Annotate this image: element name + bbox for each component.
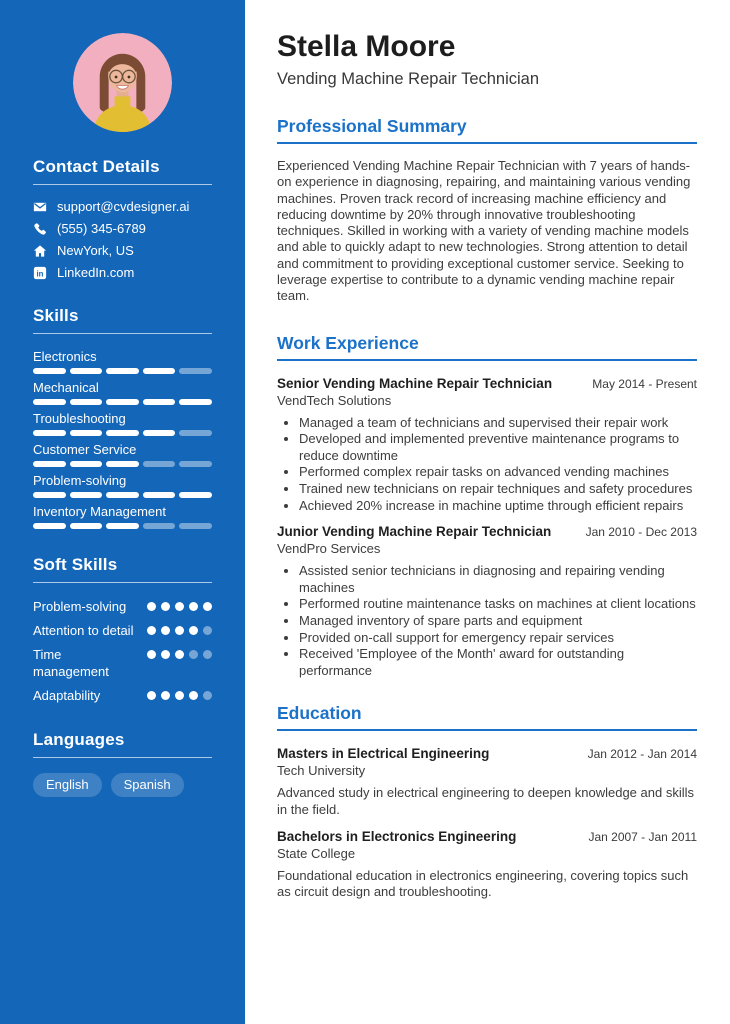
language-pill: Spanish (111, 773, 184, 797)
rating-segment-filled (106, 430, 139, 436)
soft-skills-section (33, 555, 212, 704)
candidate-title: Vending Machine Repair Technician (277, 70, 540, 88)
education-dates: Jan 2012 - Jan 2014 (587, 747, 697, 762)
rating-dot-empty (203, 626, 212, 635)
rating-segment-empty (179, 461, 212, 467)
skill-meter (33, 492, 212, 498)
candidate-name: Stella Moore (277, 30, 456, 63)
job-bullet: • Developed and implemented preventive maintenance programs to reduce downtime (299, 431, 697, 464)
rating-dot-filled (161, 691, 170, 700)
skill-row (33, 349, 212, 374)
rating-segment-empty (179, 368, 212, 374)
rating-segment-filled (106, 399, 139, 405)
languages-heading: Languages (33, 730, 212, 758)
rating-segment-filled (70, 492, 103, 498)
education-header (277, 828, 697, 845)
job-dates: Jan 2010 - Dec 2013 (585, 525, 697, 540)
soft-skills-heading: Soft Skills (33, 555, 212, 583)
contact-phone-text: (555) 345-6789 (57, 221, 146, 236)
rating-segment-filled (70, 368, 103, 374)
education-heading: Education (277, 703, 697, 731)
job-bullet: • Received 'Employee of the Month' award for outstanding performance (299, 646, 697, 679)
soft-skill-meter (147, 687, 212, 700)
rating-segment-filled (70, 461, 103, 467)
rating-segment-filled (143, 430, 176, 436)
summary-section (277, 116, 697, 305)
languages-section (33, 730, 212, 797)
skill-meter (33, 523, 212, 529)
degree-title: Bachelors in Electronics Engineering (277, 828, 517, 844)
rating-segment-filled (179, 399, 212, 405)
job-dates: May 2014 - Present (592, 376, 697, 391)
soft-skill-meter (147, 622, 212, 635)
rating-dot-filled (175, 602, 184, 611)
rating-segment-empty (143, 523, 176, 529)
job-bullet: • Trained new technicians on repair techniques and safety procedures (299, 481, 697, 498)
linkedin-icon (33, 266, 47, 280)
rating-dot-filled (147, 650, 156, 659)
rating-segment-filled (33, 368, 66, 374)
contact-linkedin-text: LinkedIn.com (57, 265, 135, 280)
job-bullet: • Assisted senior technicians in diagnosing and repairing vending machines (299, 563, 697, 596)
rating-segment-filled (70, 523, 103, 529)
profile-photo-illustration (73, 33, 172, 132)
contact-email-text: support@cvdesigner.ai (57, 199, 190, 214)
skill-meter (33, 399, 212, 405)
job-header (277, 523, 697, 540)
rating-dot-empty (203, 691, 212, 700)
rating-segment-filled (33, 523, 66, 529)
job-bullet: • Managed a team of technicians and supervised their repair work (299, 415, 697, 432)
language-pill: English (33, 773, 102, 797)
soft-skill-label: Time management (33, 647, 109, 679)
education-description: Foundational education in electronics engineering, covering topics such as circuit design and troubleshooting. (277, 867, 689, 900)
skill-label: Inventory Management (33, 504, 166, 519)
skill-label: Troubleshooting (33, 411, 126, 426)
job-company: VendPro Services (277, 541, 381, 557)
soft-skill-meter (147, 598, 212, 611)
job-title: Junior Vending Machine Repair Technician (277, 524, 552, 540)
education-header (277, 745, 697, 762)
skill-row (33, 473, 212, 498)
soft-skill-row (33, 687, 212, 704)
skill-label: Problem-solving (33, 473, 127, 488)
soft-skill-row (33, 622, 212, 639)
experience-section (277, 333, 697, 680)
rating-segment-filled (179, 492, 212, 498)
skill-label: Customer Service (33, 442, 137, 457)
rating-dot-filled (161, 626, 170, 635)
summary-heading: Professional Summary (277, 116, 697, 144)
rating-dot-filled (175, 650, 184, 659)
job-company: VendTech Solutions (277, 392, 392, 408)
phone-icon (33, 222, 47, 236)
soft-skill-label: Attention to detail (33, 623, 134, 638)
skill-meter (33, 461, 212, 467)
contact-item-linkedin[interactable] (33, 266, 212, 280)
job-bullet: • Achieved 20% increase in machine uptime through efficient repairs (299, 498, 697, 515)
rating-dot-filled (175, 626, 184, 635)
skills-heading: Skills (33, 306, 212, 334)
skill-row (33, 504, 212, 529)
soft-skill-row (33, 598, 212, 615)
job-bullets (277, 415, 697, 515)
rating-dot-filled (203, 602, 212, 611)
rating-segment-empty (179, 523, 212, 529)
skill-row (33, 380, 212, 405)
rating-segment-filled (106, 461, 139, 467)
sidebar (0, 0, 245, 1024)
job-bullets (277, 563, 697, 679)
job-bullet: • Performed complex repair tasks on advanced vending machines (299, 464, 697, 481)
skill-label: Mechanical (33, 380, 99, 395)
rating-dot-filled (147, 626, 156, 635)
contact-location-text: NewYork, US (57, 243, 134, 258)
summary-text: Experienced Vending Machine Repair Technician with 7 years of hands-on experience in diagnosing, repairing, and maintaining various vending machines. Proven track record of increasing machine efficiency and reducing downtime by 20% through innovative troubleshooting techniques. Skilled in working with a variety of vending machine models and able to quickly adapt to new technologies. Strong attention to detail and commitment to providing exceptional customer service. Seeking to leverage expertise to contribute to a dynamic vending machine repair team. (277, 158, 691, 304)
rating-dot-filled (189, 626, 198, 635)
rating-segment-filled (106, 492, 139, 498)
rating-segment-filled (106, 368, 139, 374)
rating-segment-filled (143, 399, 176, 405)
rating-segment-filled (33, 492, 66, 498)
education-dates: Jan 2007 - Jan 2011 (588, 829, 697, 844)
rating-dot-empty (189, 650, 198, 659)
email-icon (33, 200, 47, 214)
rating-segment-filled (33, 430, 66, 436)
degree-title: Masters in Electrical Engineering (277, 746, 490, 762)
rating-dot-filled (161, 650, 170, 659)
skill-row (33, 442, 212, 467)
rating-dot-filled (175, 691, 184, 700)
job-entry (277, 375, 697, 515)
contact-item-location (33, 244, 212, 258)
rating-dot-filled (189, 691, 198, 700)
skill-meter (33, 368, 212, 374)
contact-heading: Contact Details (33, 157, 212, 185)
contact-item-email[interactable] (33, 200, 212, 214)
main-content (245, 0, 730, 1024)
job-entry (277, 523, 697, 679)
skill-label: Electronics (33, 349, 97, 364)
rating-segment-filled (143, 368, 176, 374)
experience-heading: Work Experience (277, 333, 697, 361)
rating-segment-filled (106, 523, 139, 529)
soft-skill-label: Problem-solving (33, 599, 127, 614)
school-name: Tech University (277, 763, 366, 779)
rating-dot-filled (147, 691, 156, 700)
svg-text:in: in (36, 269, 44, 279)
job-bullet: • Managed inventory of spare parts and equipment (299, 613, 697, 630)
rating-segment-empty (179, 430, 212, 436)
education-entry (277, 745, 697, 818)
skill-meter (33, 430, 212, 436)
rating-dot-filled (161, 602, 170, 611)
rating-segment-filled (70, 430, 103, 436)
job-bullet: • Provided on-call support for emergency repair services (299, 630, 697, 647)
education-entry (277, 828, 697, 901)
school-name: State College (277, 845, 356, 861)
education-description: Advanced study in electrical engineering to deepen knowledge and skills in the field. (277, 785, 694, 817)
contact-item-phone (33, 222, 212, 236)
rating-segment-filled (143, 492, 176, 498)
profile-photo (73, 33, 172, 132)
soft-skill-meter (147, 646, 212, 659)
home-icon (33, 244, 47, 258)
rating-dot-empty (203, 650, 212, 659)
job-title: Senior Vending Machine Repair Technician (277, 375, 553, 391)
skill-row (33, 411, 212, 436)
skills-section (33, 306, 212, 529)
job-header (277, 375, 697, 392)
rating-segment-empty (143, 461, 176, 467)
language-pills (33, 773, 212, 797)
rating-segment-filled (33, 461, 66, 467)
rating-segment-filled (33, 399, 66, 405)
rating-dot-filled (189, 602, 198, 611)
rating-dot-filled (147, 602, 156, 611)
rating-segment-filled (70, 399, 103, 405)
contact-section (33, 157, 212, 280)
education-section (277, 703, 697, 900)
soft-skill-label: Adaptability (33, 688, 101, 703)
job-bullet: • Performed routine maintenance tasks on machines at client locations (299, 596, 697, 613)
soft-skill-row (33, 646, 212, 680)
